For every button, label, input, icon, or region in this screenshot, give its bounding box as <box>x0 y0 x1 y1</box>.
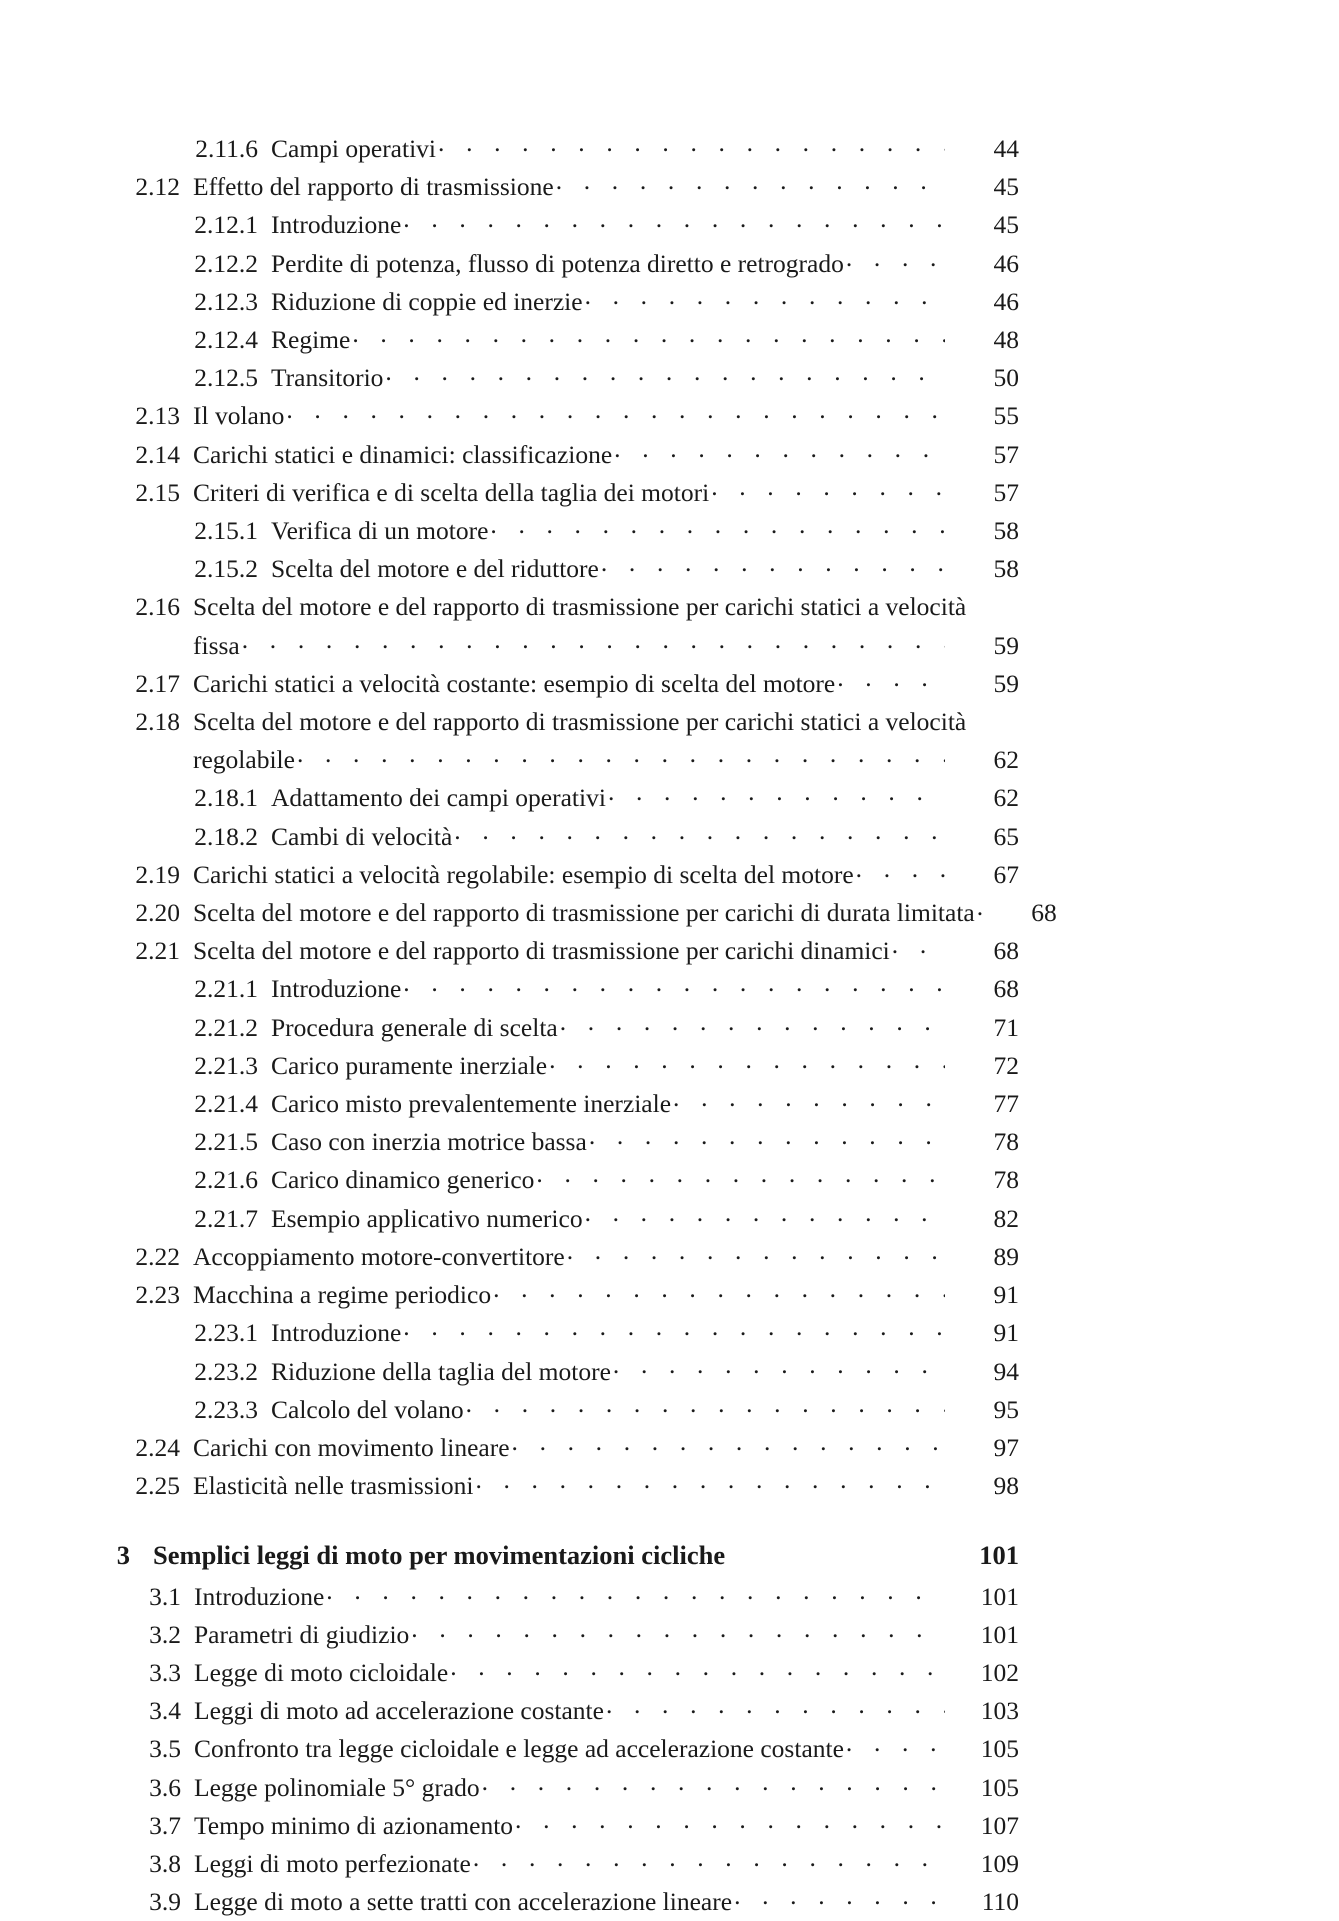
toc-entry-title: Scelta del motore e del riduttore <box>271 554 599 584</box>
toc-entry-number: 3.6 <box>149 1772 181 1802</box>
toc-entries-chapter-3 <box>108 1578 1019 1921</box>
dot-leader <box>585 284 945 310</box>
toc-entry[interactable] <box>108 206 1019 244</box>
toc-entry-page-number: 72 <box>993 1050 1019 1080</box>
toc-entry-page-number: 78 <box>993 1165 1019 1195</box>
toc-entry-title: Introduzione <box>271 210 402 240</box>
toc-entry[interactable] <box>108 856 1019 894</box>
toc-entry[interactable] <box>108 1238 1019 1276</box>
toc-entry-title: Introduzione <box>194 1581 325 1611</box>
toc-entry-title: Scelta del motore e del rapporto di trasmissione per carichi statici a velocità <box>193 707 967 737</box>
dot-leader <box>385 361 945 387</box>
toc-entry-number: 2.23.2 <box>194 1356 258 1386</box>
toc-entry[interactable] <box>108 512 1019 550</box>
toc-entry-number: 3.4 <box>149 1696 181 1726</box>
dot-leader <box>968 590 974 616</box>
toc-entry[interactable] <box>108 168 1019 206</box>
toc-entry-page-number: 101 <box>980 1619 1019 1649</box>
dot-leader <box>673 1087 945 1113</box>
dot-leader <box>242 628 945 654</box>
toc-entry-number: 2.21.2 <box>194 1012 258 1042</box>
toc-entry[interactable] <box>108 818 1019 856</box>
dot-leader <box>411 1617 945 1643</box>
toc-entry-title: Carichi statici a velocità regolabile: esempio di scelta del motore <box>193 859 854 889</box>
toc-entry-page-number: 46 <box>993 286 1019 316</box>
dot-leader <box>846 246 945 272</box>
toc-list <box>108 130 1057 1921</box>
toc-entry[interactable] <box>108 1200 1019 1238</box>
dot-leader <box>856 857 945 883</box>
toc-entry-page-number: 107 <box>980 1810 1019 1840</box>
toc-entry-page-number: 58 <box>993 516 1019 546</box>
dot-leader <box>515 1808 945 1834</box>
toc-entry-title: Cambi di velocità <box>271 821 453 851</box>
toc-entry-number: 2.13 <box>135 401 180 431</box>
dot-leader <box>556 170 945 196</box>
toc-entry-page-number: 101 <box>980 1581 1019 1611</box>
toc-entry-number: 2.12.2 <box>194 248 258 278</box>
toc-entry-title: Calcolo del volano <box>271 1394 464 1424</box>
toc-entry-title: Elasticità nelle trasmissioni <box>193 1471 474 1501</box>
toc-entry-title: Legge di moto a sette tratti con accelerazione lineare <box>194 1887 733 1917</box>
toc-entry-number: 2.23 <box>135 1280 180 1310</box>
toc-entry-title: Procedura generale di scelta <box>271 1012 558 1042</box>
dot-leader <box>601 552 945 578</box>
toc-entry-page-number: 59 <box>993 668 1019 698</box>
toc-entry[interactable] <box>108 1654 1019 1692</box>
toc-entry[interactable] <box>108 321 1019 359</box>
toc-entry-page-number: 78 <box>993 1127 1019 1157</box>
dot-leader <box>549 1048 945 1074</box>
toc-entry-title: Leggi di moto perfezionate <box>194 1848 471 1878</box>
toc-entry-title: Riduzione della taglia del motore <box>271 1356 611 1386</box>
toc-entry-title: Leggi di moto ad accelerazione costante <box>194 1696 604 1726</box>
chapter-page-number: 101 <box>979 1540 1019 1571</box>
toc-entry-page-number: 65 <box>993 821 1019 851</box>
toc-entry-page-number: 77 <box>993 1089 1019 1119</box>
toc-entry[interactable] <box>108 1845 1019 1883</box>
toc-entry-title: Legge di moto cicloidale <box>194 1657 449 1687</box>
toc-entry-page-number: 62 <box>993 783 1019 813</box>
toc-entry-page-number: 58 <box>993 554 1019 584</box>
toc-entry-page-number: 97 <box>993 1432 1019 1462</box>
toc-entry-title: Carichi statici e dinamici: classificazione <box>193 439 613 469</box>
toc-entry-page-number: 59 <box>993 630 1019 660</box>
toc-entry-title: Perdite di potenza, flusso di potenza diretto e retrogrado <box>271 248 844 278</box>
toc-entry-continuation[interactable] <box>108 741 1019 779</box>
dot-leader <box>466 1392 945 1418</box>
toc-entry[interactable] <box>108 397 1019 435</box>
toc-entry-number: 2.21.7 <box>194 1203 258 1233</box>
toc-entry[interactable] <box>108 1807 1019 1845</box>
toc-entry-title: Tempo minimo di azionamento <box>194 1810 514 1840</box>
toc-entry[interactable] <box>108 436 1019 474</box>
toc-entry-page-number: 110 <box>981 1887 1019 1917</box>
dot-leader <box>473 1846 945 1872</box>
toc-entry-number: 3.9 <box>149 1887 181 1917</box>
dot-leader <box>608 781 945 807</box>
toc-entry-page-number: 91 <box>993 1318 1019 1348</box>
toc-entry-number: 2.22 <box>135 1241 180 1271</box>
toc-entry[interactable] <box>108 1391 1019 1429</box>
toc-entry[interactable] <box>108 894 1057 932</box>
toc-entry[interactable] <box>108 1467 1019 1505</box>
toc-entry[interactable] <box>108 1047 1019 1085</box>
toc-entry-page-number: 82 <box>993 1203 1019 1233</box>
toc-entry-page-number: 71 <box>993 1012 1019 1042</box>
toc-entry-number: 2.23.1 <box>194 1318 258 1348</box>
toc-entry-number: 2.25 <box>135 1471 180 1501</box>
toc-entry-page-number: 91 <box>993 1280 1019 1310</box>
toc-entry-title: Legge polinomiale 5° grado <box>194 1772 480 1802</box>
toc-entry-title: Criteri di verifica e di scelta della taglia dei motori <box>193 477 710 507</box>
toc-entry-title: Riduzione di coppie ed inerzie <box>271 286 583 316</box>
dot-leader <box>977 896 983 922</box>
toc-entry[interactable] <box>108 1085 1019 1123</box>
dot-leader <box>614 437 945 463</box>
toc-entry-title: Introduzione <box>271 1318 402 1348</box>
dot-leader <box>968 705 974 731</box>
toc-entry-number: 2.18.1 <box>194 783 258 813</box>
toc-entry[interactable] <box>108 588 1019 626</box>
toc-entry-number: 3.3 <box>149 1657 181 1687</box>
toc-entry-title: Carico misto prevalentemente inerziale <box>271 1089 672 1119</box>
toc-entries-chapter-2 <box>108 130 1057 1505</box>
toc-entry-title: Carico puramente inerziale <box>271 1050 548 1080</box>
dot-leader <box>438 132 945 158</box>
toc-entry-number: 3.1 <box>149 1581 181 1611</box>
toc-chapter-heading[interactable] <box>108 1536 1019 1574</box>
toc-entry-title: Caso con inerzia motrice bassa <box>271 1127 587 1157</box>
toc-entry-number: 2.18 <box>135 707 180 737</box>
toc-entry-title: Scelta del motore e del rapporto di trasmissione per carichi statici a velocità <box>193 592 967 622</box>
dot-leader <box>403 208 945 234</box>
toc-entry[interactable] <box>108 130 1019 168</box>
toc-entry[interactable] <box>108 1161 1019 1199</box>
toc-entry-page-number: 50 <box>993 363 1019 393</box>
toc-entry[interactable] <box>108 932 1019 970</box>
toc-entry-page-number: 55 <box>993 401 1019 431</box>
toc-entry[interactable] <box>108 1353 1019 1391</box>
toc-entry[interactable] <box>108 1429 1019 1467</box>
toc-entry-title: Regime <box>271 325 351 355</box>
toc-entry-page-number: 68 <box>1031 898 1057 928</box>
toc-entry-number: 2.21.5 <box>194 1127 258 1157</box>
toc-entry-number: 2.21.4 <box>194 1089 258 1119</box>
toc-entry-title: Effetto del rapporto di trasmissione <box>193 172 554 202</box>
toc-entry[interactable] <box>108 665 1019 703</box>
dot-leader <box>560 1010 945 1036</box>
toc-entry-number: 2.14 <box>135 439 180 469</box>
toc-entry-page-number: 95 <box>993 1394 1019 1424</box>
dot-leader <box>450 1655 945 1681</box>
toc-entry-title: Il volano <box>193 401 285 431</box>
dot-leader <box>490 514 945 540</box>
toc-entry-title: Confronto tra legge cicloidale e legge ad accelerazione costante <box>194 1734 844 1764</box>
dot-leader <box>567 1239 945 1265</box>
dot-leader <box>727 1538 935 1565</box>
toc-entry-page-number: 48 <box>993 325 1019 355</box>
dot-leader <box>606 1694 945 1720</box>
toc-entry[interactable] <box>108 1769 1019 1807</box>
dot-leader <box>403 1316 945 1342</box>
toc-entry-page-number: 45 <box>993 172 1019 202</box>
toc-entry-number: 2.21.1 <box>194 974 258 1004</box>
dot-leader <box>892 934 945 960</box>
toc-entry-continuation[interactable] <box>108 627 1019 665</box>
toc-entry[interactable] <box>108 1314 1019 1352</box>
toc-entry-number: 2.21.3 <box>194 1050 258 1080</box>
toc-entry-number: 2.20 <box>135 898 180 928</box>
dot-leader <box>512 1430 945 1456</box>
toc-entry[interactable] <box>108 1009 1019 1047</box>
toc-entry-page-number: 98 <box>993 1471 1019 1501</box>
toc-entry-title: Carichi con movimento lineare <box>193 1432 510 1462</box>
toc-entry-page-number: 109 <box>980 1848 1019 1878</box>
toc-entry[interactable] <box>108 245 1019 283</box>
toc-entry[interactable] <box>108 703 1019 741</box>
toc-entry-number: 2.15.1 <box>194 516 258 546</box>
toc-entry-page-number: 57 <box>993 439 1019 469</box>
toc-entry-page-number: 94 <box>993 1356 1019 1386</box>
chapter-title: Semplici leggi di moto per movimentazioni cicliche <box>153 1540 726 1571</box>
toc-entry[interactable] <box>108 1730 1019 1768</box>
toc-entry[interactable] <box>108 1616 1019 1654</box>
toc-entry-number: 2.15 <box>135 477 180 507</box>
toc-entry-number: 2.21 <box>135 936 180 966</box>
dot-leader <box>352 323 945 349</box>
toc-entry[interactable] <box>108 970 1019 1008</box>
toc-entry-page-number: 57 <box>993 477 1019 507</box>
dot-leader <box>589 1125 945 1151</box>
toc-entry-number: 2.11.6 <box>195 134 258 163</box>
toc-entry-number: 2.12 <box>135 172 180 202</box>
toc-entry[interactable] <box>108 779 1019 817</box>
toc-entry-page-number: 67 <box>993 859 1019 889</box>
toc-entry[interactable] <box>108 1123 1019 1161</box>
toc-entry-title: Carichi statici a velocità costante: esempio di scelta del motore <box>193 668 836 698</box>
dot-leader <box>454 819 945 845</box>
toc-entry-number: 2.21.6 <box>194 1165 258 1195</box>
toc-entry-page-number: 68 <box>993 936 1019 966</box>
dot-leader <box>475 1469 945 1495</box>
toc-entry-page-number: 62 <box>993 745 1019 775</box>
dot-leader <box>711 475 945 501</box>
toc-entry-number: 2.16 <box>135 592 180 622</box>
toc-entry-page-number: 45 <box>993 210 1019 240</box>
dot-leader <box>482 1770 945 1796</box>
toc-entry-page-number: 102 <box>980 1657 1019 1687</box>
toc-entry[interactable] <box>108 474 1019 512</box>
toc-entry-number: 3.8 <box>149 1848 181 1878</box>
toc-entry-number: 2.23.3 <box>194 1394 258 1424</box>
dot-leader <box>326 1579 945 1605</box>
toc-entry-number: 2.24 <box>135 1432 180 1462</box>
toc-entry-title-continued: regolabile <box>193 745 295 775</box>
toc-entry[interactable] <box>108 1578 1019 1616</box>
dot-leader <box>734 1885 945 1911</box>
toc-entry-number: 2.18.2 <box>194 821 258 851</box>
toc-entry-page-number: 46 <box>993 248 1019 278</box>
toc-entry[interactable] <box>108 1276 1019 1314</box>
toc-entry-page-number: 105 <box>980 1734 1019 1764</box>
toc-entry-page-number: 44 <box>993 134 1019 163</box>
toc-entry-page-number: 105 <box>980 1772 1019 1802</box>
toc-entry-title: Transitorio <box>271 363 384 393</box>
toc-entry-title: Macchina a regime periodico <box>193 1280 492 1310</box>
dot-leader <box>297 743 945 769</box>
dot-leader <box>493 1278 945 1304</box>
toc-entry-title: Parametri di giudizio <box>194 1619 410 1649</box>
dot-leader <box>837 666 945 692</box>
toc-entry-title: Scelta del motore e del rapporto di trasmissione per carichi dinamici <box>193 936 890 966</box>
dot-leader <box>585 1201 945 1227</box>
toc-entry-number: 3.5 <box>149 1734 181 1764</box>
toc-entry-title: Introduzione <box>271 974 402 1004</box>
toc-entry-title: Carico dinamico generico <box>271 1165 535 1195</box>
toc-entry-title: Accoppiamento motore-convertitore <box>193 1241 565 1271</box>
toc-entry-number: 3.7 <box>149 1810 181 1840</box>
toc-entry[interactable] <box>108 283 1019 321</box>
toc-entry-page-number: 68 <box>993 974 1019 1004</box>
dot-leader <box>536 1163 945 1189</box>
toc-entry-number: 2.12.4 <box>194 325 258 355</box>
toc-entry-number: 2.12.5 <box>194 363 258 393</box>
toc-entry-number: 2.12.1 <box>194 210 258 240</box>
toc-entry-title: Adattamento dei campi operativi <box>271 783 606 813</box>
toc-entry-number: 2.12.3 <box>194 286 258 316</box>
toc-entry-page-number: 89 <box>993 1241 1019 1271</box>
toc-entry-title: Esempio applicativo numerico <box>271 1203 583 1233</box>
toc-entry-title-continued: fissa <box>193 630 240 660</box>
toc-entry[interactable] <box>108 1692 1019 1730</box>
toc-entry-number: 2.15.2 <box>194 554 258 584</box>
toc-entry-number: 2.19 <box>135 859 180 889</box>
toc-entry-page-number: 103 <box>980 1696 1019 1726</box>
toc-entry-number: 3.2 <box>149 1619 181 1649</box>
dot-leader <box>403 972 945 998</box>
toc-entry[interactable] <box>108 550 1019 588</box>
dot-leader <box>613 1354 945 1380</box>
dot-leader <box>286 399 945 425</box>
toc-entry-title: Campi operativi <box>271 134 437 163</box>
toc-entry-title: Scelta del motore e del rapporto di trasmissione per carichi di durata limitata <box>193 898 975 928</box>
toc-entry[interactable] <box>108 359 1019 397</box>
toc-entry-title: Verifica di un motore <box>271 516 489 546</box>
dot-leader <box>846 1732 945 1758</box>
chapter-number: 3 <box>116 1540 130 1571</box>
toc-entry-number: 2.17 <box>135 668 180 698</box>
